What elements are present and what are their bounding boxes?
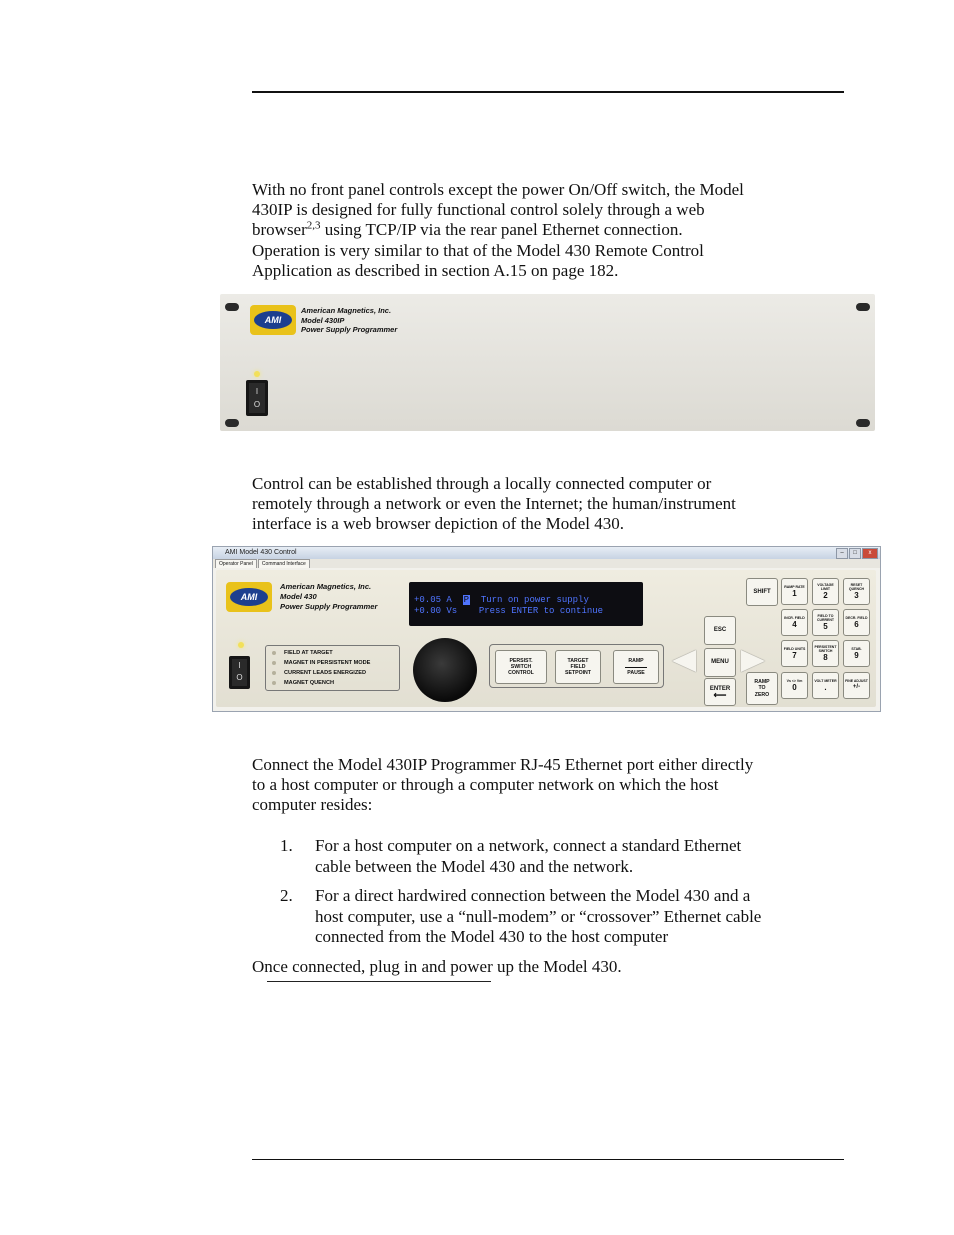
target-field-setpoint-button[interactable] [555,650,601,684]
text-line: host computer, use a “null-modem” or “crossover” Ethernet cable [315,906,762,926]
button-label: ZERO [754,691,770,698]
header-rule [252,91,844,93]
keypad-key-4[interactable] [781,609,808,636]
button-label: RAMP [754,679,770,686]
key-digit: 8 [823,653,828,662]
key-function: FIELD UNITS [783,647,806,651]
button-label: FIELD [570,663,586,670]
text-line: For a direct hardwired connection between the Model 430 and a [315,886,751,905]
window-controls [836,548,878,558]
text-span: browser [252,220,307,239]
button-label: SETPOINT [565,670,591,677]
rack-hole [225,303,239,311]
button-label: CONTROL [508,670,534,677]
key-function: FIELD TO CURRENT [816,614,835,622]
brand-line: Power Supply Programmer [301,325,398,334]
key-digit: 1 [792,589,797,598]
left-arrow-icon[interactable] [672,650,696,672]
status-magnet-quench [272,680,334,686]
list-number: 2. [280,886,293,905]
text-line: computer resides: [252,795,373,814]
footnote-ref[interactable]: 2,3 [306,219,321,232]
keypad-key-2[interactable] [812,578,839,605]
status-label: FIELD AT TARGET [284,650,333,656]
enter-arrow-icon: ⟵ [713,690,727,700]
status-led [272,681,276,685]
brand-line: American Magnetics, Inc. [301,306,392,315]
button-label: MENU [711,659,729,666]
text-line: Operation is very similar to that of the Model 430 Remote Control [252,241,704,260]
footnote-separator [267,981,491,982]
status-led [272,661,276,665]
key-function: STAB. [851,647,862,651]
text-line: remotely through a network or even the Internet; the human/instrument [252,494,736,513]
text-line: interface is a web browser depiction of the Model 430. [252,514,624,533]
keypad-key-decimal[interactable] [812,672,839,699]
maximize-button[interactable]: □ [849,548,861,559]
key-function: RAMP RATE [784,585,805,589]
key-digit: 4 [792,620,797,629]
figure-web-browser-model-430 [212,546,881,712]
status-label: CURRENT LEADS ENERGIZED [284,670,367,676]
key-digit: 5 [823,622,828,631]
esc-button[interactable] [704,616,736,645]
button-label: SHIFT [753,588,771,595]
list-text [315,886,840,948]
status-label: MAGNET IN PERSISTENT MODE [284,660,371,666]
tab-command-interface[interactable]: Command Interface [258,559,310,568]
power-switch[interactable] [229,656,250,689]
button-label: PERSIST. [509,657,533,664]
footer-rule [252,1159,844,1160]
model-430-panel [216,570,876,707]
text-line: to a host computer or through a computer network on which the host [252,775,719,794]
key-function: INCR. FIELD [784,616,805,620]
keypad-key-1[interactable] [781,578,808,605]
text-line: Control can be established through a locally connected computer or [252,474,712,493]
list-text [315,836,840,877]
text-span: using TCP/IP via the rear panel Ethernet connection. [320,220,683,239]
key-digit: 7 [792,651,797,660]
minimize-button[interactable]: – [836,548,848,559]
text-line: Connect the Model 430IP Programmer RJ-45 Ethernet port either directly [252,755,754,774]
button-label: ESC [713,627,727,633]
key-digit: 9 [854,651,859,660]
brand-text [280,582,377,612]
keypad-key-9[interactable] [843,640,870,667]
fine-adjust-knob[interactable] [413,638,477,702]
keypad-key-0[interactable] [781,672,808,699]
lcd-message: Turn on power supply [480,595,589,605]
button-label: TARGET [567,657,589,664]
key-function: PERSISTENT SWITCH [814,645,837,653]
keypad-key-6[interactable] [843,609,870,636]
switch-off-mark: O [253,400,261,409]
status-led [272,651,276,655]
key-function: VOLT METER [814,679,837,683]
shift-button[interactable] [746,578,778,606]
status-persistent-mode [272,660,370,666]
persistent-switch-control-button[interactable] [495,650,547,684]
key-function: VOLTAGE LIMIT [817,583,834,591]
status-indicators [265,645,400,691]
key-function: Vs <> Vm [786,679,803,683]
brand-line: Model 430IP [301,315,345,325]
status-leads-energized [272,670,366,676]
ami-logo [250,305,296,335]
status-led [272,671,276,675]
lcd-row-1 [414,595,589,605]
button-label: RAMP [628,658,644,665]
status-field-at-target [272,650,333,656]
right-arrow-icon[interactable] [741,650,765,672]
key-digit: . [824,683,827,692]
button-label: TO [758,685,766,692]
key-digit: 6 [854,620,859,629]
text-line: connected from the Model 430 to the host computer [315,927,669,946]
ami-logo-text: AMI [230,588,268,606]
key-digit: 3 [854,591,859,600]
menu-button[interactable] [704,648,736,677]
keypad-key-8[interactable] [812,640,839,667]
lcd-current: +0.05 A [414,595,452,605]
power-led [238,642,244,648]
power-led [254,371,260,377]
switch-on-mark: I [255,387,259,396]
lcd-message: Press ENTER to continue [478,606,604,616]
switch-off-mark: O [236,673,243,682]
text-line: 430IP is designed for fully functional control solely through a web [252,200,705,219]
button-label: ENTER [709,685,731,692]
key-function: DECR. FIELD [845,616,868,620]
keypad-key-plus-minus[interactable] [843,672,870,699]
key-function: RESET QUENCH [848,583,865,591]
close-button[interactable]: x [862,548,878,559]
window-titlebar [213,547,880,559]
text-line: cable between the Model 430 and the network. [315,856,634,876]
window-title: AMI Model 430 Control [225,549,297,556]
brand-line: Model 430 [280,592,317,601]
text-line: For a host computer on a network, connect a standard Ethernet [315,836,742,855]
text-line [252,220,844,241]
rack-hole [856,303,870,311]
power-switch[interactable] [246,380,268,416]
ami-logo [226,582,272,612]
keypad-key-3[interactable] [843,578,870,605]
lcd-voltage: +0.00 Vs [414,606,458,616]
lcd-row-2 [414,606,603,616]
ramp-pause-divider [625,667,647,668]
button-label: PAUSE [627,669,645,676]
ramp-to-zero-button[interactable] [746,672,778,705]
ramp-pause-button[interactable] [613,650,659,684]
enter-button[interactable] [704,678,736,706]
brand-line: Power Supply Programmer [280,602,378,611]
lcd-display [409,582,643,626]
text-line: With no front panel controls except the power On/Off switch, the Model [252,180,744,199]
key-digit: +/- [852,684,861,690]
switch-on-mark: I [238,661,241,670]
brand-text [301,306,397,335]
key-function: FINE ADJUST [845,679,868,683]
ami-logo-text: AMI [254,311,292,329]
status-label: MAGNET QUENCH [284,680,335,686]
key-digit: 2 [823,591,828,600]
text-line: Application as described in section A.15 on page 182. [252,261,619,280]
closing-text: Once connected, plug in and power up the Model 430. [252,957,622,976]
rack-hole [225,419,239,427]
keypad-key-7[interactable] [781,640,808,667]
figure-model-430ip-front-panel [220,294,875,431]
keypad-key-5[interactable] [812,609,839,636]
key-digit: 0 [792,683,797,692]
lcd-persistent-indicator: P [463,595,470,605]
list-number: 1. [280,836,293,855]
brand-line: American Magnetics, Inc. [280,582,372,591]
button-label: SWITCH [510,663,532,670]
tab-bar [213,559,880,568]
tab-operator-panel[interactable]: Operator Panel [215,559,257,568]
rack-hole [856,419,870,427]
